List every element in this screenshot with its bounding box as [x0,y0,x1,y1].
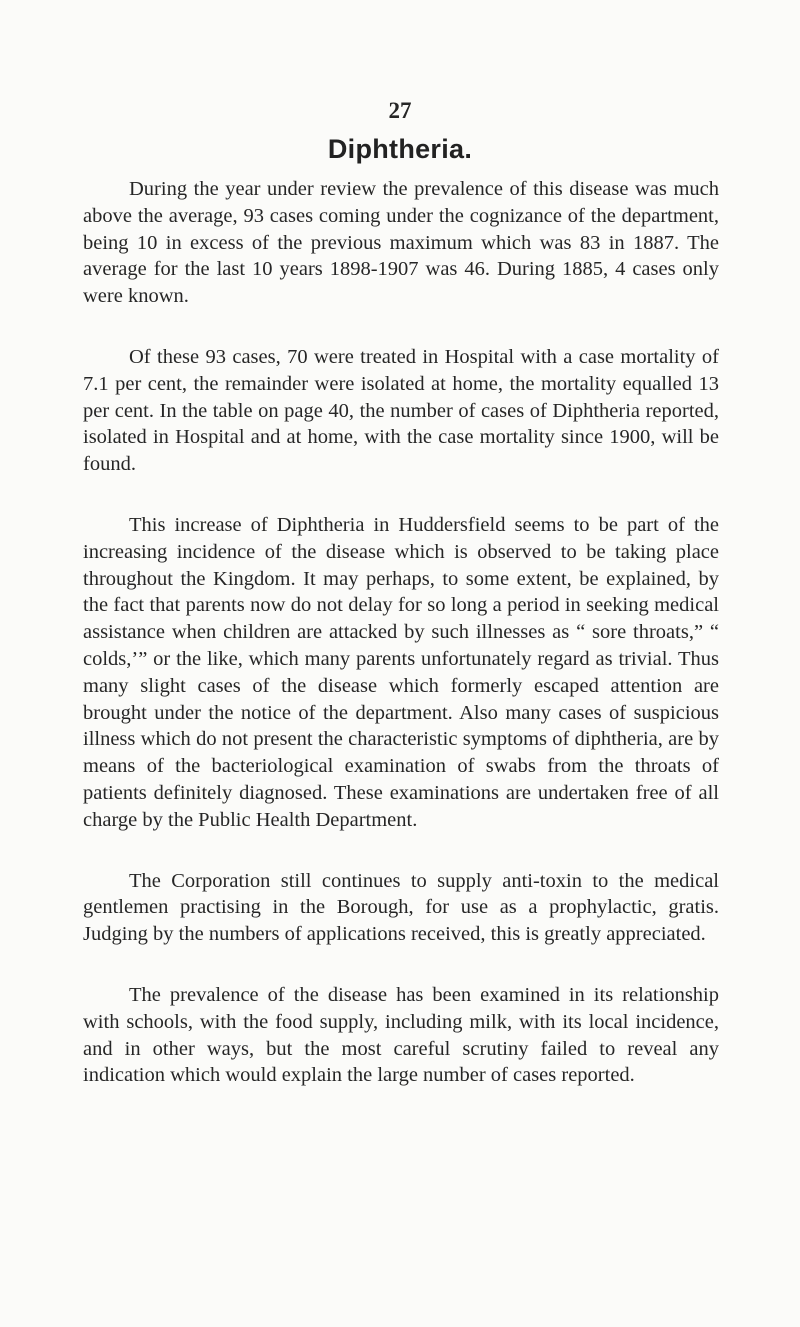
section-title: Diphtheria. [327,134,473,164]
page-number: 27 [388,98,412,123]
body-text [83,176,719,1123]
paragraph-investigation: The prevalence of the disease has been examined in its relationship with schools, with the food supply, including milk, with its local incidence, and in other ways, but the most careful scrutiny failed to reveal any indication which would explain the large number of cases reported. [83,983,719,1087]
paragraph-prevalence: During the year under review the prevalence of this disease was much above the average, 93 cases coming under the cognizance of the department, being 10 in excess of the previous maximum which was 83 in 1887. The average for the last 10 years 1898-1907 was 46. During 1885, 4 cases only were known. [83,178,719,308]
paragraph-anti-toxin: The Corporation still continues to supply anti-toxin to the medical gentlemen practising in the Borough, for use as a prophylactic, gratis. Judging by the numbers of applications received, this is greatly appreciated. [83,869,719,946]
paragraph-hospital-cases: Of these 93 cases, 70 were treated in Hospital with a case mortality of 7.1 per cent, the remainder were isolated at home, the mortality equalled 13 per cent. In the table on page 40, the number of cases of Diphtheria reported, isolated in Hospital and at home, with the case mortality since 1900, will be found. [83,345,719,476]
paragraph-increase: This increase of Diphtheria in Huddersfield seems to be part of the increasing incidence of the disease which is observed to be taking place throughout the Kingdom. It may perhaps, to some extent, be explained, by the fact that parents now do not delay for so long a period in seeking medical assistance when children are attacked by such illnesses as “ sore throats,” “ colds,’” or the like, which many parents unfortunately regard as trivial. Thus many slight cases of the disease which formerly escaped attention are brought under the notice of the department. Also many cases of suspicious illness which do not present the characteristic symptoms of diphtheria, are by means of the bacteriological examination of swabs from the throats of patients definitely diagnosed. These examinations are undertaken free of all charge by the Public Health Department. [83,513,719,831]
